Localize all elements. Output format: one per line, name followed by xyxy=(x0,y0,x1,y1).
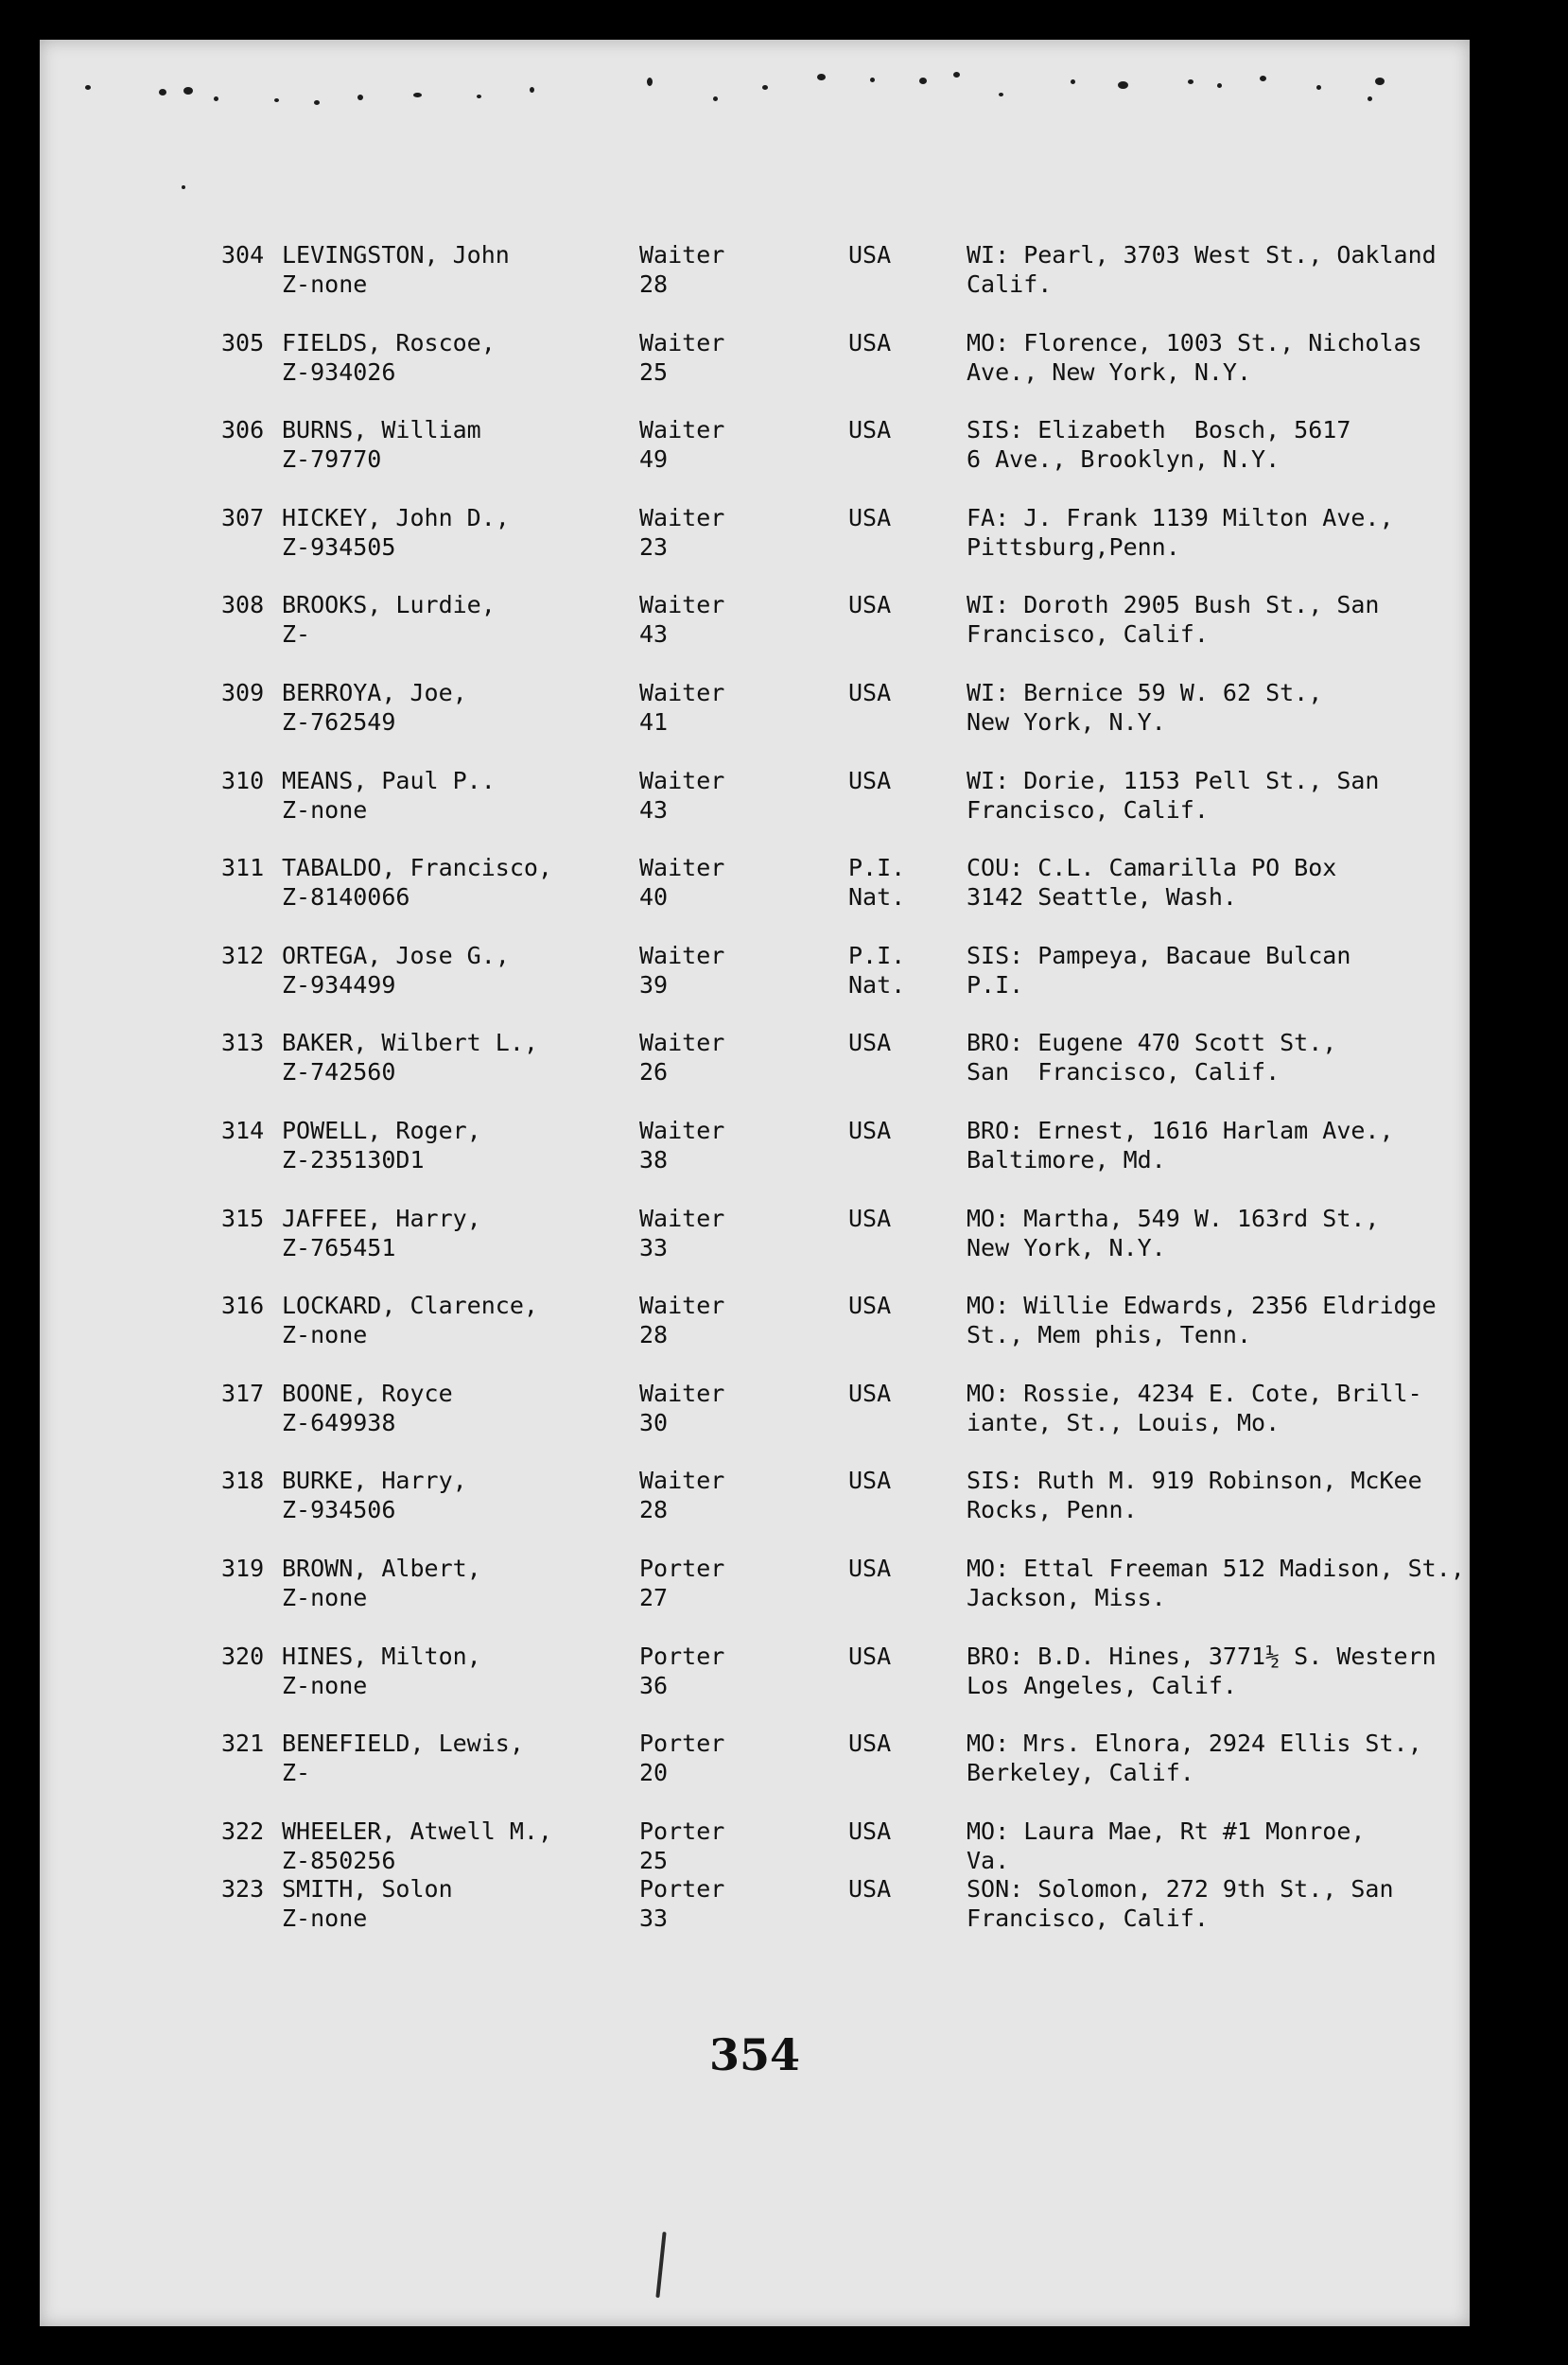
record-nationality-line2 xyxy=(848,1320,962,1349)
record-nationality-line2: Nat. xyxy=(848,883,906,911)
record-nationality-line2 xyxy=(848,1671,962,1700)
record-nationality-line2 xyxy=(848,1495,962,1524)
record-next-of-kin: MO: Ettal Freeman 512 Madison, St., xyxy=(967,1555,1465,1582)
record-next-of-kin: MO: Laura Mae, Rt #1 Monroe, xyxy=(967,1817,1366,1845)
record-nationality-line2 xyxy=(848,270,962,299)
record-nationality-line2 xyxy=(848,1904,962,1933)
record-age: 36 xyxy=(639,1672,669,1699)
record-next-of-kin-line2: San Francisco, Calif. xyxy=(967,1058,1281,1086)
record-age: 33 xyxy=(639,1234,669,1261)
record-z-number: Z-762549 xyxy=(282,708,396,736)
record-z-number: Z-none xyxy=(282,796,368,824)
record-age: 33 xyxy=(639,1904,669,1932)
record-row xyxy=(40,503,1470,569)
record-name: FIELDS, Roscoe, xyxy=(282,329,496,356)
record-occupation: Waiter xyxy=(639,1292,725,1319)
record-row xyxy=(40,1379,1470,1445)
record-name: BENEFIELD, Lewis, xyxy=(282,1730,524,1757)
record-nationality-line2 xyxy=(848,1057,962,1087)
record-next-of-kin: WI: Pearl, 3703 West St., Oakland xyxy=(967,241,1437,269)
record-name: ORTEGA, Jose G., xyxy=(282,942,510,969)
record-z-number: Z-649938 xyxy=(282,1409,396,1436)
record-next-of-kin: BRO: Ernest, 1616 Harlam Ave., xyxy=(967,1117,1394,1144)
record-z-number: Z-none xyxy=(282,1584,368,1611)
record-nationality-line2 xyxy=(848,1758,962,1787)
record-z-number: Z-235130D1 xyxy=(282,1146,425,1174)
record-next-of-kin-line2: Jackson, Miss. xyxy=(967,1584,1166,1611)
record-name: LEVINGSTON, John xyxy=(282,241,510,269)
record-occupation: Waiter xyxy=(639,679,725,706)
record-age: 38 xyxy=(639,1146,669,1174)
record-z-number: Z-742560 xyxy=(282,1058,396,1086)
record-z-number: Z-8140066 xyxy=(282,883,410,911)
record-next-of-kin-line2: 6 Ave., Brooklyn, N.Y. xyxy=(967,445,1281,473)
record-z-number: Z- xyxy=(282,620,311,648)
record-name: BROWN, Albert, xyxy=(282,1555,481,1582)
record-number: 320 xyxy=(221,1643,265,1670)
record-z-number: Z-none xyxy=(282,270,368,298)
record-next-of-kin: MO: Willie Edwards, 2356 Eldridge xyxy=(967,1292,1437,1319)
record-next-of-kin-line2: Ave., New York, N.Y. xyxy=(967,358,1252,386)
record-number: 310 xyxy=(221,767,265,794)
record-nationality: USA xyxy=(848,1117,892,1144)
record-z-number: Z- xyxy=(282,1759,311,1786)
record-age: 23 xyxy=(639,533,669,561)
record-next-of-kin-line2: Va. xyxy=(967,1847,1010,1874)
record-row xyxy=(40,1642,1470,1708)
record-next-of-kin-line2: New York, N.Y. xyxy=(967,1234,1166,1261)
record-row xyxy=(40,1874,1470,1940)
record-occupation: Waiter xyxy=(639,1380,725,1407)
record-nationality: USA xyxy=(848,1292,892,1319)
record-age: 30 xyxy=(639,1409,669,1436)
record-nationality: USA xyxy=(848,591,892,618)
record-number: 315 xyxy=(221,1205,265,1232)
paper-crease-mark xyxy=(655,2232,666,2298)
record-next-of-kin: SON: Solomon, 272 9th St., San xyxy=(967,1875,1394,1903)
record-next-of-kin-line2: New York, N.Y. xyxy=(967,708,1166,736)
record-nationality: USA xyxy=(848,1380,892,1407)
record-next-of-kin: COU: C.L. Camarilla PO Box xyxy=(967,854,1337,881)
record-z-number: Z-934506 xyxy=(282,1496,396,1523)
record-row xyxy=(40,590,1470,656)
record-z-number: Z-934499 xyxy=(282,971,396,999)
record-name: JAFFEE, Harry, xyxy=(282,1205,481,1232)
record-next-of-kin: MO: Florence, 1003 St., Nicholas xyxy=(967,329,1422,356)
record-number: 321 xyxy=(221,1730,265,1757)
record-next-of-kin: MO: Mrs. Elnora, 2924 Ellis St., xyxy=(967,1730,1422,1757)
record-next-of-kin: WI: Doroth 2905 Bush St., San xyxy=(967,591,1380,618)
record-nationality-line2 xyxy=(848,619,962,649)
record-age: 28 xyxy=(639,270,669,298)
record-next-of-kin: BRO: B.D. Hines, 3771½ S. Western xyxy=(967,1643,1437,1670)
record-z-number: Z-934505 xyxy=(282,533,396,561)
record-next-of-kin: MO: Martha, 549 W. 163rd St., xyxy=(967,1205,1380,1232)
record-occupation: Porter xyxy=(639,1643,725,1670)
record-age: 27 xyxy=(639,1584,669,1611)
record-row xyxy=(40,328,1470,394)
record-row xyxy=(40,766,1470,832)
record-nationality-line2 xyxy=(848,1145,962,1174)
record-age: 28 xyxy=(639,1321,669,1348)
record-nationality: USA xyxy=(848,504,892,531)
record-age: 28 xyxy=(639,1496,669,1523)
record-name: TABALDO, Francisco, xyxy=(282,854,552,881)
record-nationality: USA xyxy=(848,1643,892,1670)
record-name: MEANS, Paul P.. xyxy=(282,767,496,794)
record-next-of-kin-line2: Calif. xyxy=(967,270,1053,298)
record-age: 49 xyxy=(639,445,669,473)
record-age: 41 xyxy=(639,708,669,736)
record-nationality-line2 xyxy=(848,357,962,387)
record-next-of-kin-line2: 3142 Seattle, Wash. xyxy=(967,883,1237,911)
record-next-of-kin: SIS: Elizabeth Bosch, 5617 xyxy=(967,416,1351,443)
record-name: BOONE, Royce xyxy=(282,1380,453,1407)
record-name: BURKE, Harry, xyxy=(282,1467,467,1494)
record-age: 43 xyxy=(639,796,669,824)
record-nationality: USA xyxy=(848,767,892,794)
record-next-of-kin-line2: St., Mem phis, Tenn. xyxy=(967,1321,1252,1348)
record-number: 314 xyxy=(221,1117,265,1144)
record-name: HICKEY, John D., xyxy=(282,504,510,531)
record-nationality: USA xyxy=(848,1467,892,1494)
record-next-of-kin: SIS: Pampeya, Bacaue Bulcan xyxy=(967,942,1351,969)
record-occupation: Waiter xyxy=(639,1205,725,1232)
record-next-of-kin-line2: Francisco, Calif. xyxy=(967,620,1209,648)
record-age: 43 xyxy=(639,620,669,648)
record-occupation: Waiter xyxy=(639,854,725,881)
record-occupation: Waiter xyxy=(639,767,725,794)
record-number: 312 xyxy=(221,942,265,969)
record-nationality-line2 xyxy=(848,707,962,737)
record-row xyxy=(40,941,1470,1007)
record-number: 313 xyxy=(221,1029,265,1056)
record-row xyxy=(40,1028,1470,1094)
record-number: 323 xyxy=(221,1875,265,1903)
record-number: 319 xyxy=(221,1555,265,1582)
record-nationality: USA xyxy=(848,329,892,356)
record-z-number: Z-765451 xyxy=(282,1234,396,1261)
record-row xyxy=(40,1204,1470,1270)
record-nationality-line2 xyxy=(848,532,962,562)
record-row xyxy=(40,1116,1470,1182)
record-name: SMITH, Solon xyxy=(282,1875,453,1903)
record-nationality: USA xyxy=(848,416,892,443)
record-next-of-kin-line2: iante, St., Louis, Mo. xyxy=(967,1409,1281,1436)
record-nationality: P.I. xyxy=(848,942,906,969)
record-age: 20 xyxy=(639,1759,669,1786)
record-occupation: Waiter xyxy=(639,1029,725,1056)
document-page xyxy=(40,40,1470,2326)
record-number: 304 xyxy=(221,241,265,269)
record-occupation: Porter xyxy=(639,1555,725,1582)
record-nationality-line2: Nat. xyxy=(848,971,906,999)
record-nationality: USA xyxy=(848,1555,892,1582)
record-next-of-kin: WI: Dorie, 1153 Pell St., San xyxy=(967,767,1380,794)
record-occupation: Porter xyxy=(639,1875,725,1903)
record-age: 39 xyxy=(639,971,669,999)
record-next-of-kin-line2: Baltimore, Md. xyxy=(967,1146,1166,1174)
record-next-of-kin: FA: J. Frank 1139 Milton Ave., xyxy=(967,504,1394,531)
record-number: 317 xyxy=(221,1380,265,1407)
record-row xyxy=(40,1291,1470,1357)
record-occupation: Waiter xyxy=(639,416,725,443)
record-occupation: Waiter xyxy=(639,942,725,969)
record-row xyxy=(40,1817,1470,1883)
record-name: BAKER, Wilbert L., xyxy=(282,1029,538,1056)
record-row xyxy=(40,678,1470,744)
record-z-number: Z-79770 xyxy=(282,445,382,473)
record-number: 307 xyxy=(221,504,265,531)
record-name: BERROYA, Joe, xyxy=(282,679,467,706)
record-row xyxy=(40,853,1470,919)
record-next-of-kin: WI: Bernice 59 W. 62 St., xyxy=(967,679,1323,706)
record-number: 318 xyxy=(221,1467,265,1494)
record-nationality-line2 xyxy=(848,1408,962,1437)
record-name: BURNS, William xyxy=(282,416,481,443)
record-occupation: Porter xyxy=(639,1730,725,1757)
record-number: 316 xyxy=(221,1292,265,1319)
record-next-of-kin-line2: Pittsburg,Penn. xyxy=(967,533,1180,561)
record-nationality: USA xyxy=(848,1029,892,1056)
record-nationality-line2 xyxy=(848,1846,962,1875)
record-occupation: Waiter xyxy=(639,241,725,269)
record-z-number: Z-none xyxy=(282,1904,368,1932)
record-nationality: USA xyxy=(848,1875,892,1903)
record-nationality: P.I. xyxy=(848,854,906,881)
record-occupation: Waiter xyxy=(639,504,725,531)
record-next-of-kin-line2: Francisco, Calif. xyxy=(967,796,1209,824)
record-number: 306 xyxy=(221,416,265,443)
record-nationality-line2 xyxy=(848,1583,962,1612)
record-next-of-kin-line2: Los Angeles, Calif. xyxy=(967,1672,1237,1699)
record-occupation: Waiter xyxy=(639,1467,725,1494)
record-number: 309 xyxy=(221,679,265,706)
record-nationality: USA xyxy=(848,241,892,269)
record-occupation: Waiter xyxy=(639,591,725,618)
record-age: 25 xyxy=(639,358,669,386)
record-nationality-line2 xyxy=(848,795,962,825)
record-z-number: Z-850256 xyxy=(282,1847,396,1874)
record-next-of-kin: MO: Rossie, 4234 E. Cote, Brill- xyxy=(967,1380,1422,1407)
record-row xyxy=(40,1466,1470,1532)
record-nationality-line2 xyxy=(848,1233,962,1262)
record-number: 322 xyxy=(221,1817,265,1845)
record-nationality: USA xyxy=(848,679,892,706)
record-nationality: USA xyxy=(848,1730,892,1757)
record-row xyxy=(40,415,1470,481)
record-name: WHEELER, Atwell M., xyxy=(282,1817,552,1845)
record-nationality: USA xyxy=(848,1817,892,1845)
record-nationality: USA xyxy=(848,1205,892,1232)
record-row xyxy=(40,240,1470,306)
record-z-number: Z-none xyxy=(282,1672,368,1699)
record-z-number: Z-none xyxy=(282,1321,368,1348)
record-name: HINES, Milton, xyxy=(282,1643,481,1670)
record-age: 25 xyxy=(639,1847,669,1874)
record-next-of-kin: SIS: Ruth M. 919 Robinson, McKee xyxy=(967,1467,1422,1494)
record-next-of-kin-line2: Berkeley, Calif. xyxy=(967,1759,1194,1786)
record-next-of-kin: BRO: Eugene 470 Scott St., xyxy=(967,1029,1337,1056)
record-name: POWELL, Roger, xyxy=(282,1117,481,1144)
record-name: BROOKS, Lurdie, xyxy=(282,591,496,618)
record-age: 26 xyxy=(639,1058,669,1086)
record-occupation: Waiter xyxy=(639,1117,725,1144)
page-number: 354 xyxy=(708,2029,801,2080)
record-nationality-line2 xyxy=(848,444,962,474)
record-number: 311 xyxy=(221,854,265,881)
record-next-of-kin-line2: Rocks, Penn. xyxy=(967,1496,1138,1523)
record-name: LOCKARD, Clarence, xyxy=(282,1292,538,1319)
record-row xyxy=(40,1554,1470,1620)
record-number: 305 xyxy=(221,329,265,356)
record-occupation: Waiter xyxy=(639,329,725,356)
record-z-number: Z-934026 xyxy=(282,358,396,386)
record-number: 308 xyxy=(221,591,265,618)
record-age: 40 xyxy=(639,883,669,911)
record-next-of-kin-line2: Francisco, Calif. xyxy=(967,1904,1209,1932)
record-next-of-kin-line2: P.I. xyxy=(967,971,1024,999)
record-row xyxy=(40,1729,1470,1795)
record-occupation: Porter xyxy=(639,1817,725,1845)
